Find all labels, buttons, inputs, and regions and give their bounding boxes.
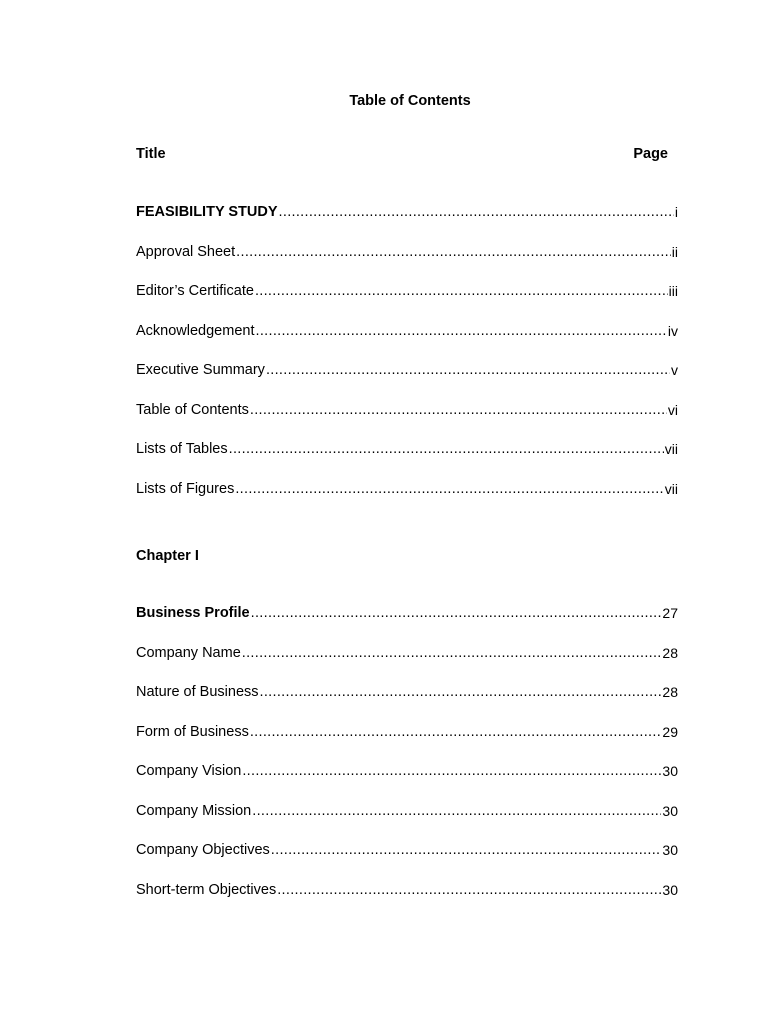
dot-leader bbox=[250, 723, 662, 741]
toc-entry-label: FEASIBILITY STUDY bbox=[136, 204, 278, 220]
toc-entry-page: 27 bbox=[662, 605, 678, 621]
chapter-heading: Chapter I bbox=[136, 548, 199, 564]
front-matter-list bbox=[136, 203, 678, 519]
toc-entry-page: iv bbox=[667, 322, 678, 339]
toc-entry bbox=[136, 282, 678, 322]
toc-entry-page: 28 bbox=[662, 644, 678, 661]
toc-entry-page: 30 bbox=[662, 842, 678, 858]
dot-leader bbox=[242, 644, 662, 662]
toc-entry bbox=[136, 440, 678, 480]
toc-entry-page: 30 bbox=[662, 802, 678, 819]
page-column-heading: Page bbox=[633, 146, 668, 162]
toc-entry-page: 30 bbox=[662, 881, 678, 898]
dot-leader bbox=[266, 361, 670, 379]
toc-entry-label: Short-term Objectives bbox=[136, 881, 277, 898]
toc-entry-page: 30 bbox=[662, 763, 678, 779]
toc-entry-label: Lists of Tables bbox=[136, 441, 228, 457]
toc-entry bbox=[136, 243, 678, 283]
toc-entry-page: vii bbox=[664, 480, 678, 497]
toc-entry-label: Editor’s Certificate bbox=[136, 283, 254, 299]
dot-leader bbox=[251, 604, 662, 622]
toc-entry-page: vi bbox=[667, 401, 678, 418]
toc-entry bbox=[136, 480, 678, 520]
dot-leader bbox=[229, 440, 664, 458]
dot-leader bbox=[260, 683, 662, 701]
toc-entry bbox=[136, 841, 678, 881]
toc-entry-page: v bbox=[671, 362, 678, 378]
toc-entry-label: Table of Contents bbox=[136, 401, 249, 418]
dot-leader bbox=[256, 322, 667, 340]
toc-entry-label: Approval Sheet bbox=[136, 243, 236, 260]
toc-entry-label: Nature of Business bbox=[136, 684, 259, 700]
toc-entry-label: Company Vision bbox=[136, 763, 242, 779]
toc-entry-label: Executive Summary bbox=[136, 362, 265, 378]
toc-entry-page: ii bbox=[671, 243, 678, 260]
dot-leader bbox=[277, 881, 661, 899]
toc-entry bbox=[136, 881, 678, 921]
dot-leader bbox=[242, 762, 661, 780]
toc-entry bbox=[136, 683, 678, 723]
dot-leader bbox=[279, 203, 674, 221]
dot-leader bbox=[255, 282, 668, 300]
toc-entry-label: Acknowledgement bbox=[136, 322, 255, 339]
toc-entry bbox=[136, 361, 678, 401]
toc-entry-page: iii bbox=[668, 283, 678, 299]
dot-leader bbox=[236, 243, 671, 261]
dot-leader bbox=[271, 841, 662, 859]
toc-entry bbox=[136, 644, 678, 684]
dot-leader bbox=[252, 802, 661, 820]
title-column-heading: Title bbox=[136, 146, 166, 162]
toc-entry bbox=[136, 762, 678, 802]
toc-entry-label: Lists of Figures bbox=[136, 480, 235, 497]
page-title: Table of Contents bbox=[349, 93, 471, 109]
toc-entry-page: i bbox=[674, 204, 678, 220]
toc-entry-page: 29 bbox=[662, 723, 678, 740]
toc-entry-label: Form of Business bbox=[136, 723, 249, 740]
toc-entry-label: Company Name bbox=[136, 644, 241, 661]
toc-entry bbox=[136, 723, 678, 763]
toc-entry-page: vii bbox=[664, 441, 678, 457]
dot-leader bbox=[235, 480, 663, 498]
toc-entry bbox=[136, 401, 678, 441]
toc-entry bbox=[136, 203, 678, 243]
toc-entry bbox=[136, 802, 678, 842]
toc-entry-label: Company Objectives bbox=[136, 842, 270, 858]
toc-header-row bbox=[136, 146, 668, 162]
toc-entry-label: Business Profile bbox=[136, 605, 250, 621]
toc-entry-page: 28 bbox=[662, 684, 678, 700]
dot-leader bbox=[250, 401, 667, 419]
toc-entry-label: Company Mission bbox=[136, 802, 252, 819]
toc-entry bbox=[136, 322, 678, 362]
toc-entry bbox=[136, 604, 678, 644]
chapter-1-list bbox=[136, 604, 678, 920]
